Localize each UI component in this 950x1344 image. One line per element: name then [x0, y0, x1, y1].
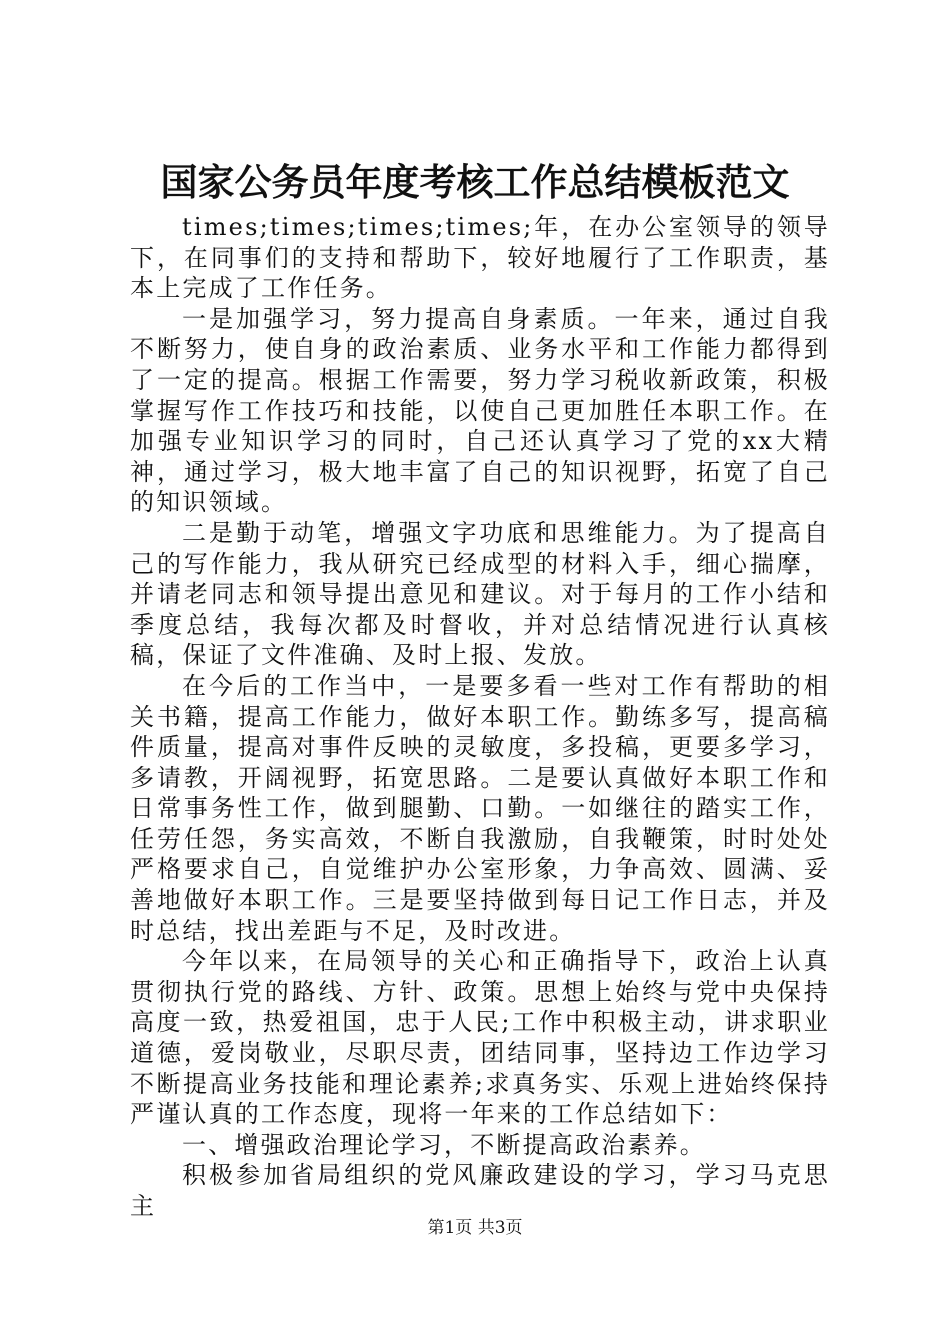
section-heading-politics: 一、增强政治理论学习，不断提高政治素养。 — [182, 1130, 706, 1159]
document-body — [130, 212, 830, 1222]
paragraph-writing: 二是勤于动笔，增强文字功底和思维能力。为了提高自己的写作能力，我从研究已经成型的材料入手，细心揣摩，并请老同志和领导提出意见和建议。对于每月的工作小结和季度总结，我每次都及时督收，并对总结情况进行认真核稿，保证了文件准确、及时上报、发放。 — [130, 518, 830, 670]
paragraph-summary: 今年以来，在局领导的关心和正确指导下，政治上认真贯彻执行党的路线、方针、政策。思想上始终与党中央保持高度一致，热爱祖国，忠于人民;工作中积极主动，讲求职业道德，爱岗敬业，尽职尽责，团结同事，坚持边工作边学习不断提高业务技能和理论素养;求真务实、乐观上进始终保持严谨认真的工作态度，现将一年来的工作总结如下： — [130, 947, 830, 1129]
paragraph-study: 一是加强学习，努力提高自身素质。一年来，通过自我不断努力，使自身的政治素质、业务水平和工作能力都得到了一定的提高。根据工作需要，努力学习税收新政策，积极掌握写作工作技巧和技能，以使自己更加胜任本职工作。在加强专业知识学习的同时，自己还认真学习了党的xx大精神，通过学习，极大地丰富了自己的知识视野，拓宽了自己的知识领域。 — [130, 304, 830, 517]
paragraph-future-work: 在今后的工作当中，一是要多看一些对工作有帮助的相关书籍，提高工作能力，做好本职工作。勤练多写，提高稿件质量，提高对事件反映的灵敏度，多投稿，更要多学习，多请教，开阔视野，拓宽思路。二是要认真做好本职工作和日常事务性工作，做到腿勤、口勤。一如继往的踏实工作，任劳任怨，务实高效，不断自我激励，自我鞭策，时时处处严格要求自己，自觉维护办公室形象，力争高效、圆满、妥善地做好本职工作。三是要坚持做到每日记工作日志，并及时总结，找出差距与不足，及时改进。 — [130, 671, 830, 945]
document-title: 国家公务员年度考核工作总结模板范文 — [160, 160, 790, 204]
paragraph-politics: 积极参加省局组织的党风廉政建设的学习，学习马克思主 — [130, 1161, 830, 1220]
paragraph-intro: times;times;times;times;年，在办公室领导的领导下，在同事们的支持和帮助下，较好地履行了工作职责，基本上完成了工作任务。 — [130, 213, 830, 303]
page-number: 第1页 共3页 — [427, 1218, 523, 1238]
